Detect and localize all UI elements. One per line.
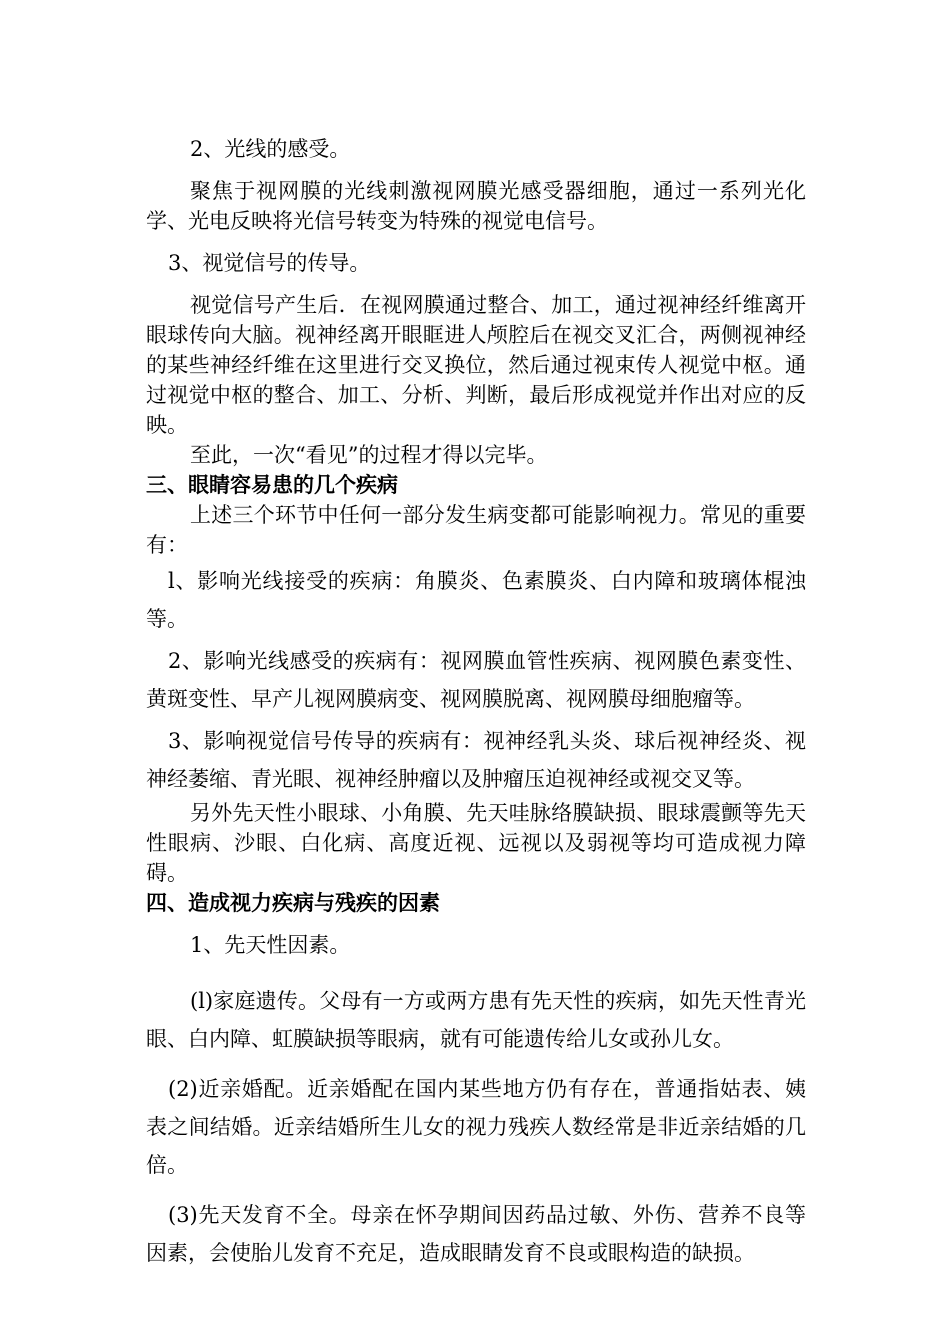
paragraph-consanguineous-marriage: (2)近亲婚配。近亲婚配在国内某些地方仍有存在，普通指姑表、姨表之间结婚。近亲结婚所生儿女的视力残疾人数经常是非近亲结婚的几倍。	[146, 1077, 806, 1177]
list-item-light-perception-diseases: 2、影响光线感受的疾病有：视网膜血管性疾病、视网膜色素变性、黄斑变性、早产儿视网膜病变、视网膜脱离、视网膜母细胞瘤等。	[146, 649, 806, 711]
paragraph-disease-intro: 上述三个环节中任何一部分发生病变都可能影响视力。常见的重要有：	[146, 503, 806, 557]
subsection-congenital-factors: 1、先天性因素。	[190, 933, 351, 957]
subsection-signal-conduction: 3、视觉信号的传导。	[168, 251, 371, 275]
list-item-signal-conduction-diseases: 3、影响视觉信号传导的疾病有：视神经乳头炎、球后视神经炎、视神经萎缩、青光眼、视神经肿瘤以及肿瘤压迫视神经或视交叉等。	[146, 729, 806, 791]
paragraph-family-heredity: (l)家庭遗传。父母有一方或两方患有先天性的疾病，如先天性青光眼、白内障、虹膜缺损等眼病，就有可能遗传给儿女或孙儿女。	[146, 989, 806, 1051]
subsection-light-perception: 2、光线的感受。	[190, 137, 351, 161]
paragraph-light-perception: 聚焦于视网膜的光线刺激视网膜光感受器细胞，通过一系列光化学、光电反映将光信号转变为特殊的视觉电信号。	[146, 179, 806, 233]
paragraph-developmental-deficiency: (3)先天发育不全。母亲在怀孕期间因药品过敏、外伤、营养不良等因素，会使胎儿发育不充足，造成眼睛发育不良或眼构造的缺损。	[146, 1203, 806, 1265]
list-item-light-reception-diseases: l、影响光线接受的疾病：角膜炎、色素膜炎、白内障和玻璃体棍浊等。	[146, 569, 806, 631]
section-heading-eye-diseases: 三、眼睛容易患的几个疾病	[146, 473, 398, 497]
paragraph-signal-conduction: 视觉信号产生后．在视网膜通过整合、加工，通过视神经纤维离开眼球传向大脑。视神经离开眼眶进人颅腔后在视交叉汇合，两侧视神经的某些神经纤维在这里进行交叉换位，然后通过视束传人视觉中枢。通过视觉中枢的整合、加工、分析、判断，最后形成视觉并作出对应的反映。	[146, 293, 806, 437]
section-heading-causes: 四、造成视力疾病与残疾的因素	[146, 891, 440, 915]
paragraph-congenital-diseases: 另外先天性小眼球、小角膜、先天哇脉络膜缺损、眼球震颤等先天性眼病、沙眼、白化病、高度近视、远视以及弱视等均可造成视力障碍。	[146, 801, 806, 885]
document-page	[146, 128, 806, 1272]
paragraph-seeing-complete: 至此，一次“看见”的过程才得以完毕。	[190, 443, 548, 467]
